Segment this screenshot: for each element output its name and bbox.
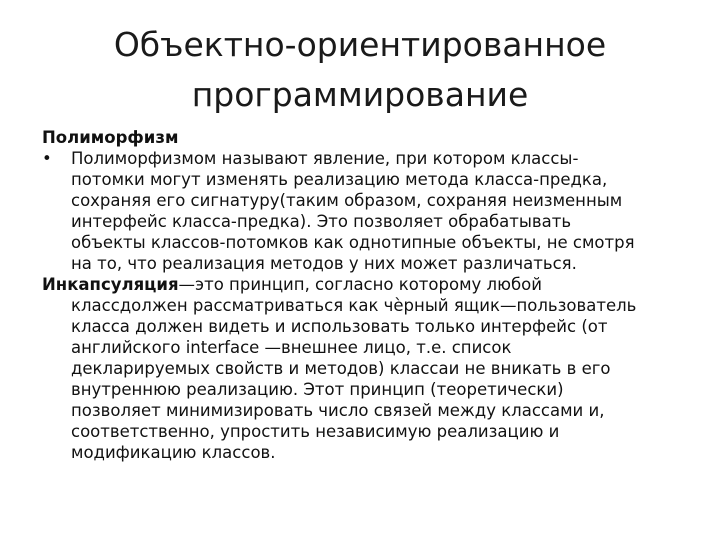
polymorphism-line-2: потомки могут изменять реализацию метода класса-предка,: [71, 170, 608, 189]
encapsulation-line-6: внутреннюю реализацию. Этот принцип (теоретически): [71, 380, 564, 399]
slide-title: [60, 20, 660, 120]
polymorphism-heading: Полиморфизм: [42, 128, 179, 147]
encapsulation-line-2: классдолжен рассматриваться как чѐрный ящик—пользователь: [71, 296, 637, 315]
encapsulation-line-4: английского interface —внешнее лицо, т.е. список: [71, 338, 512, 357]
polymorphism-line-3: сохраняя его сигнатуру(таким образом, сохраняя неизменным: [71, 191, 623, 210]
slide-title-line-1: Объектно-ориентированное: [113, 25, 607, 64]
encapsulation-paragraph: [42, 274, 702, 463]
encapsulation-line-3: класса должен видеть и использовать только интерфейс (от: [71, 317, 608, 336]
encapsulation-line-5: декларируемых свойств и методов) классаи не вникать в его: [71, 359, 611, 378]
bullet-icon: •: [42, 149, 52, 168]
encapsulation-line-1-rest: —это принцип, согласно которому любой: [178, 275, 542, 294]
polymorphism-line-6: на то, что реализация методов у них может различаться.: [71, 254, 577, 273]
polymorphism-line-1-text: Полиморфизмом называют явление, при котором классы-: [71, 149, 579, 168]
polymorphism-bullet: [42, 148, 702, 274]
encapsulation-line-1: [42, 274, 702, 295]
polymorphism-line-4: интерфейс класса-предка). Это позволяет обрабатывать: [71, 212, 572, 231]
encapsulation-term: Инкапсуляция: [42, 275, 179, 294]
slide-body: [42, 127, 702, 463]
encapsulation-line-9: модификацию классов.: [71, 443, 276, 462]
polymorphism-line-1: [42, 148, 702, 169]
slide-title-line-2: программирование: [191, 75, 529, 114]
polymorphism-line-5: объекты классов-потомков как однотипные объекты, не смотря: [71, 233, 635, 252]
encapsulation-line-7: позволяет минимизировать число связей между классами и,: [71, 401, 605, 420]
encapsulation-line-8: соответственно, упростить независимую реализацию и: [71, 422, 560, 441]
